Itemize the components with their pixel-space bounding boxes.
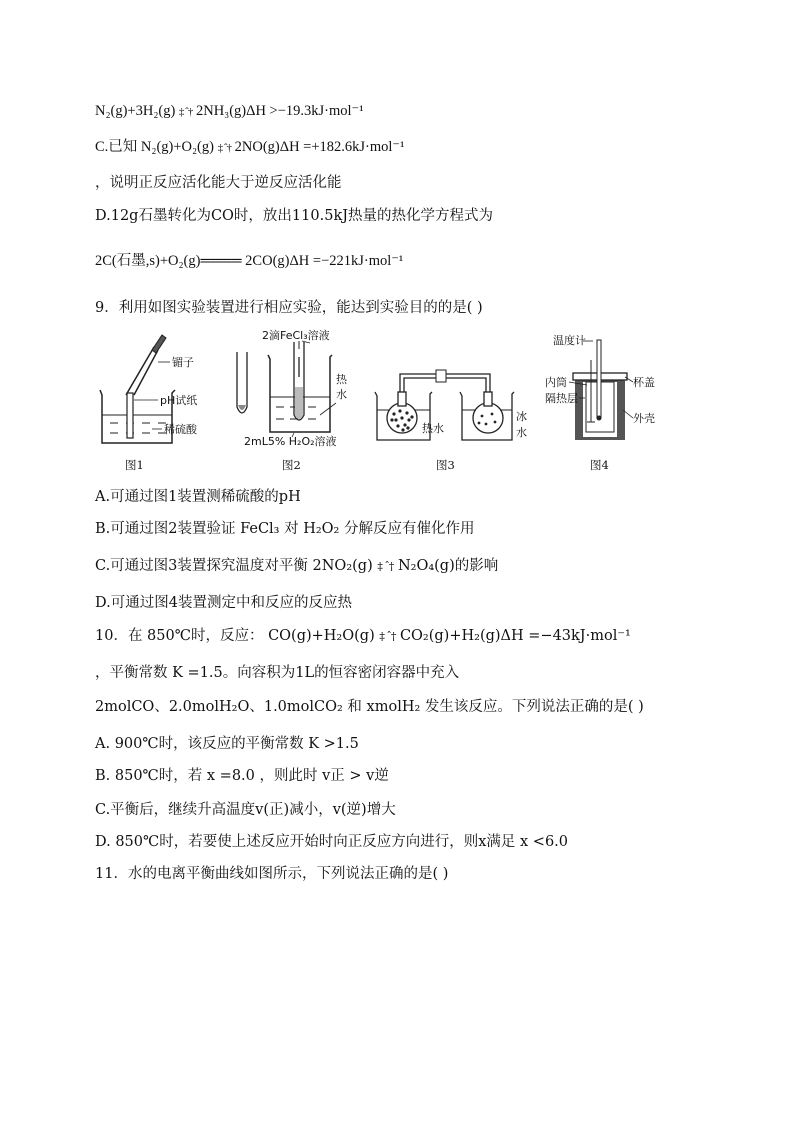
label-h2o2: 2mL5% H₂O₂溶液: [244, 435, 337, 448]
label-dilute-acid: 稀硫酸: [164, 423, 197, 436]
question-10-line-3: 2molCO、2.0molH₂O、1.0molCO₂ 和 xmolH₂ 发生该反应。下列说法正确的是( ): [95, 699, 644, 715]
label-hot: 热: [336, 373, 347, 386]
q10-suffix: CO₂(g)+H₂(g)ΔH =−43kJ·mol⁻¹: [399, 628, 631, 644]
option-c-prefix: C.已知: [95, 139, 138, 155]
option-d-text: D.12g石墨转化为CO时，放出110.5kJ热量的热化学方程式为: [95, 208, 494, 224]
equation-reactants: N₂(g)+3H₂(g): [95, 103, 176, 119]
figure-1-caption: 图1: [125, 458, 144, 472]
label-ph-paper: pH试纸: [160, 394, 198, 407]
label-water: 水: [336, 388, 347, 401]
question-9-option-a: A.可通过图1装置测稀硫酸的pH: [95, 489, 301, 505]
question-9-option-b: B.可通过图2装置验证 FeCl₃ 对 H₂O₂ 分解反应有催化作用: [95, 521, 475, 537]
figure-2-caption: 图2: [282, 458, 301, 472]
option-c-explanation: ，说明正反应活化能大于逆反应活化能: [95, 175, 342, 191]
question-9-stem: 9．利用如图实验装置进行相应实验，能达到实验目的的是( ): [95, 300, 483, 316]
question-10-option-c: C.平衡后，继续升高温度v(正)减小，v(逆)增大: [95, 802, 396, 818]
question-11-stem: 11．水的电离平衡曲线如图所示，下列说法正确的是( ): [95, 866, 449, 882]
q10-prefix: 10．在 850℃时，反应： CO(g)+H₂O(g): [95, 628, 375, 644]
label-ice: 冰: [516, 410, 527, 423]
question-9-option-c: [95, 556, 498, 577]
equilibrium-arrow: ‡ ˆ†: [379, 630, 396, 643]
question-10-option-d: D. 850℃时，若要使上述反应开始时向正反应方向进行，则x满足 x <6.0: [95, 834, 569, 850]
equilibrium-arrow: ‡ ˆ†: [217, 142, 232, 154]
label-thermometer: 温度计: [553, 334, 586, 347]
figure-1: [92, 325, 242, 455]
figure-3-caption: 图3: [436, 458, 455, 472]
option-b-equation: [95, 101, 364, 122]
figure-3: [372, 362, 532, 447]
question-10-option-a: A. 900℃时，该反应的平衡常数 K >1.5: [95, 736, 359, 752]
question-10-option-b: B. 850℃时，若 x =8.0 ，则此时 v正 > v逆: [95, 768, 389, 784]
label-hot-water: 热水: [422, 422, 444, 435]
question-10-stem: [95, 626, 631, 647]
equation-products: 2NO(g)ΔH =+182.6kJ·mol⁻¹: [234, 139, 405, 155]
equation-reactants: N₂(g)+O₂(g): [140, 139, 214, 155]
option-c-line: [95, 137, 404, 158]
figure-2-diagram: [232, 327, 362, 452]
figure-4-diagram: [545, 330, 665, 445]
label-insulation: 隔热层: [545, 392, 578, 405]
option-c-prefix: C.可通过图3装置探究温度对平衡 2NO₂(g): [95, 558, 373, 574]
question-9-option-d: D.可通过图4装置测定中和反应的反应热: [95, 595, 352, 611]
equilibrium-arrow: ‡ ˆ†: [377, 560, 394, 573]
label-tweezers: 镅子: [172, 356, 194, 369]
option-d-equation: 2C(石墨,s)+O₂(g)════ 2CO(g)ΔH =−221kJ·mol⁻¹: [95, 253, 404, 269]
label-shell: 外壳: [633, 412, 655, 425]
figure-4: [545, 330, 665, 445]
equilibrium-arrow: ‡ ˆ†: [178, 106, 193, 118]
figure-1-diagram: [92, 325, 242, 455]
question-10-line-2: ，平衡常数 K =1.5。向容积为1L的恒容密闭容器中充入: [95, 665, 460, 681]
label-inner: 内筒: [545, 376, 567, 389]
option-c-suffix: N₂O₄(g)的影响: [397, 558, 499, 574]
figure-3-diagram: [372, 362, 532, 447]
label-lid: 杯盖: [633, 376, 655, 389]
equation-products: 2NH₃(g)ΔH >−19.3kJ·mol⁻¹: [195, 103, 364, 119]
figure-4-caption: 图4: [590, 458, 609, 472]
label-fecl3: 2滴FeCl₃溶液: [262, 329, 330, 342]
label-water3: 水: [516, 426, 527, 439]
figure-2: [232, 327, 362, 452]
